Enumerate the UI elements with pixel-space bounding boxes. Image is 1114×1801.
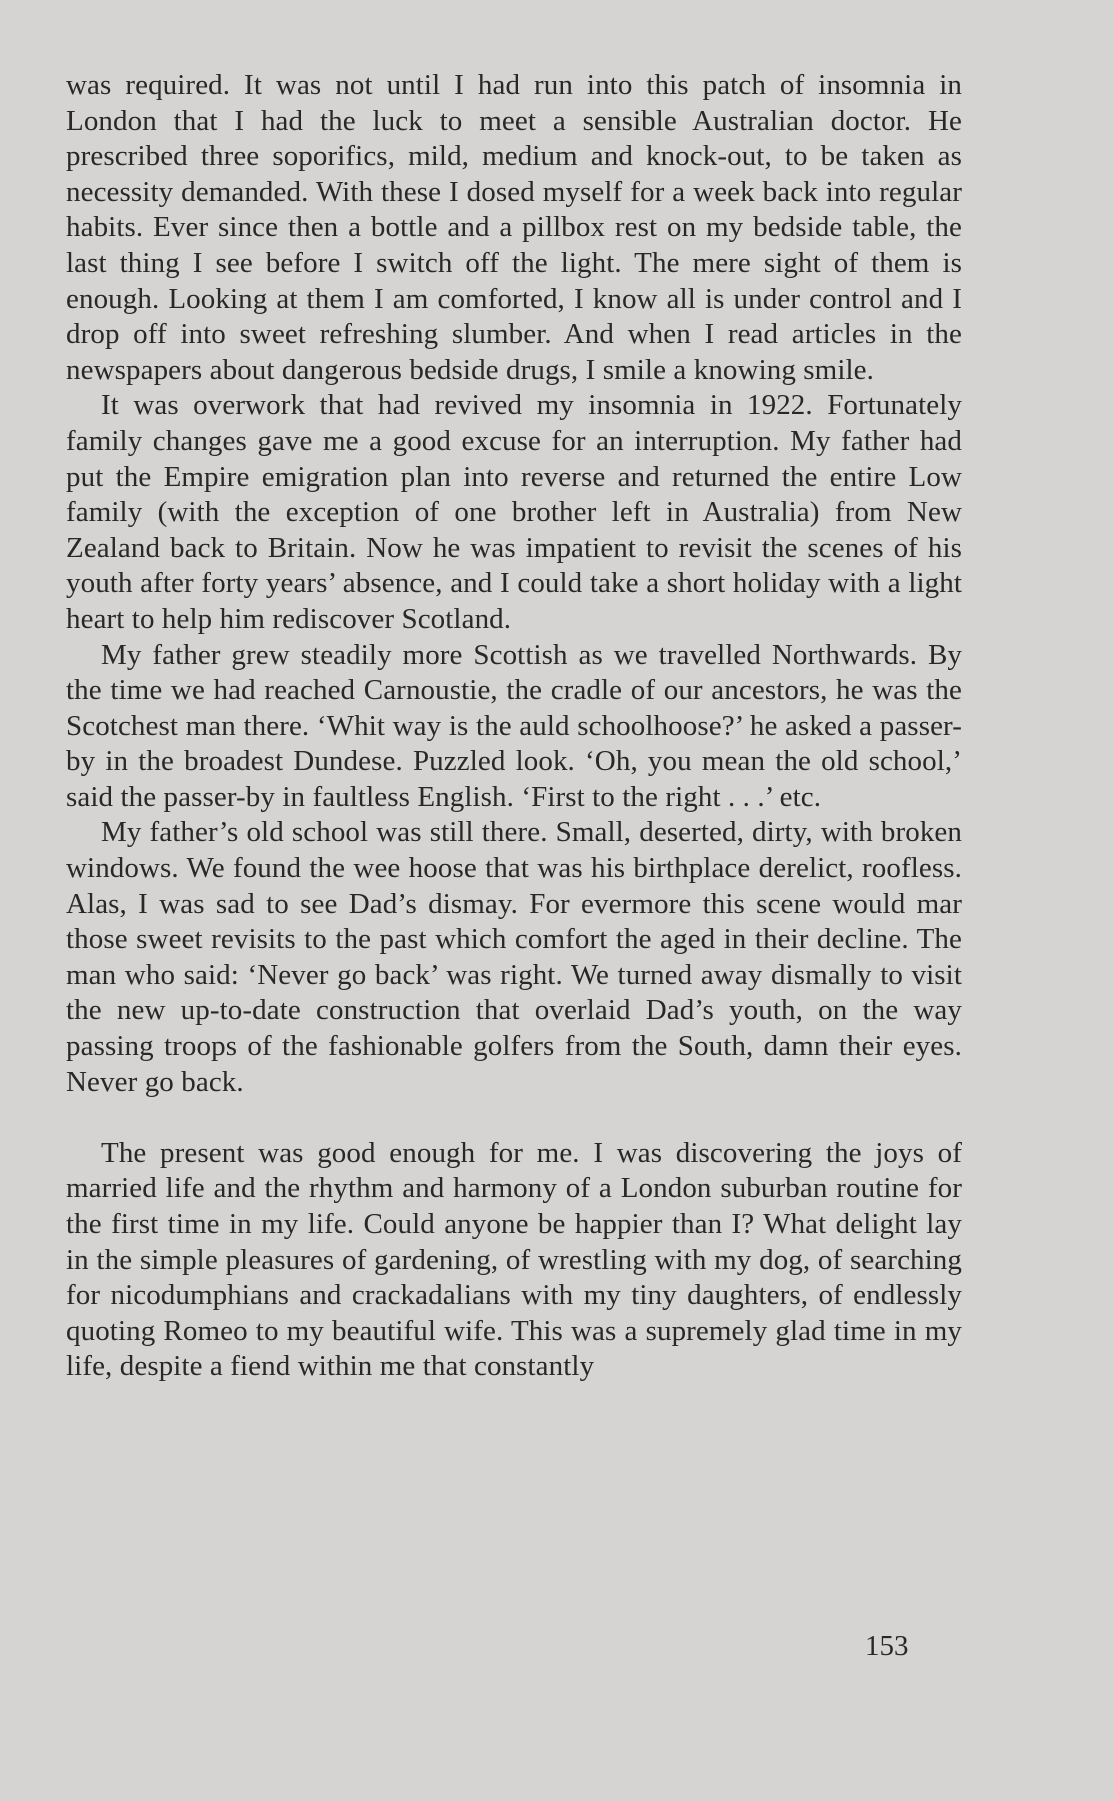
paragraph-2: It was overwork that had revived my insomnia in 1922. Fortunately family changes gave me a good excuse for an interruption. My father had put the Empire emigration plan into reverse and returned the entire Low family (with the exception of one brother left in Australia) from New Zealand back to Britain. Now he was impatient to revisit the scenes of his youth after forty years’ absence, and I could take a short holiday with a light heart to help him rediscover Scotland. [66,389,962,635]
paragraph-4: My father’s old school was still there. Small, deserted, dirty, with broken windows. We found the wee hoose that was his birthplace derelict, roofless. Alas, I was sad to see Dad’s dismay. For evermore this scene would mar those sweet revisits to the past which comfort the aged in their decline. The man who said: ‘Never go back’ was right. We turned away dismally to visit the new up-to-date construction that overlaid Dad’s youth, on the way passing troops of the fashionable golfers from the South, damn their eyes. Never go back. [66,816,962,1098]
paragraph-5: The present was good enough for me. I was discovering the joys of married life and the rhythm and harmony of a London suburban routine for the first time in my life. Could anyone be happier than I? What delight lay in the simple pleasures of gardening, of wrestling with my dog, of searching for nicodumphians and crackadalians with my tiny daughters, of endlessly quoting Romeo to my beautiful wife. This was a supremely glad time in my life, despite a fiend within me that constantly [66,1136,962,1383]
paragraph-1: was required. It was not until I had run into this patch of insomnia in London that I had the luck to meet a sensible Australian doctor. He prescribed three soporifics, mild, medium and knock-out, to be taken as necessity demanded. With these I dosed myself for a week back into regular habits. Ever since then a bottle and a pillbox rest on my bedside table, the last thing I see before I switch off the light. The mere sight of them is enough. Looking at them I am comforted, I know all is under control and I drop off into sweet refreshing slumber. And when I read articles in the newspapers about dangerous bedside drugs, I smile a knowing smile. [66,69,962,386]
page-number: 153 [865,1630,909,1662]
paragraph-3: My father grew steadily more Scottish as we travelled Northwards. By the time we had reached Carnoustie, the cradle of our ancestors, he was the Scotchest man there. ‘Whit way is the auld schoolhoose?’ he asked a passer-by in the broadest Dundese. Puzzled look. ‘Oh, you mean the old school,’ said the passer-by in faultless English. ‘First to the right . . .’ etc. [66,638,962,813]
page-body [66,68,962,1385]
